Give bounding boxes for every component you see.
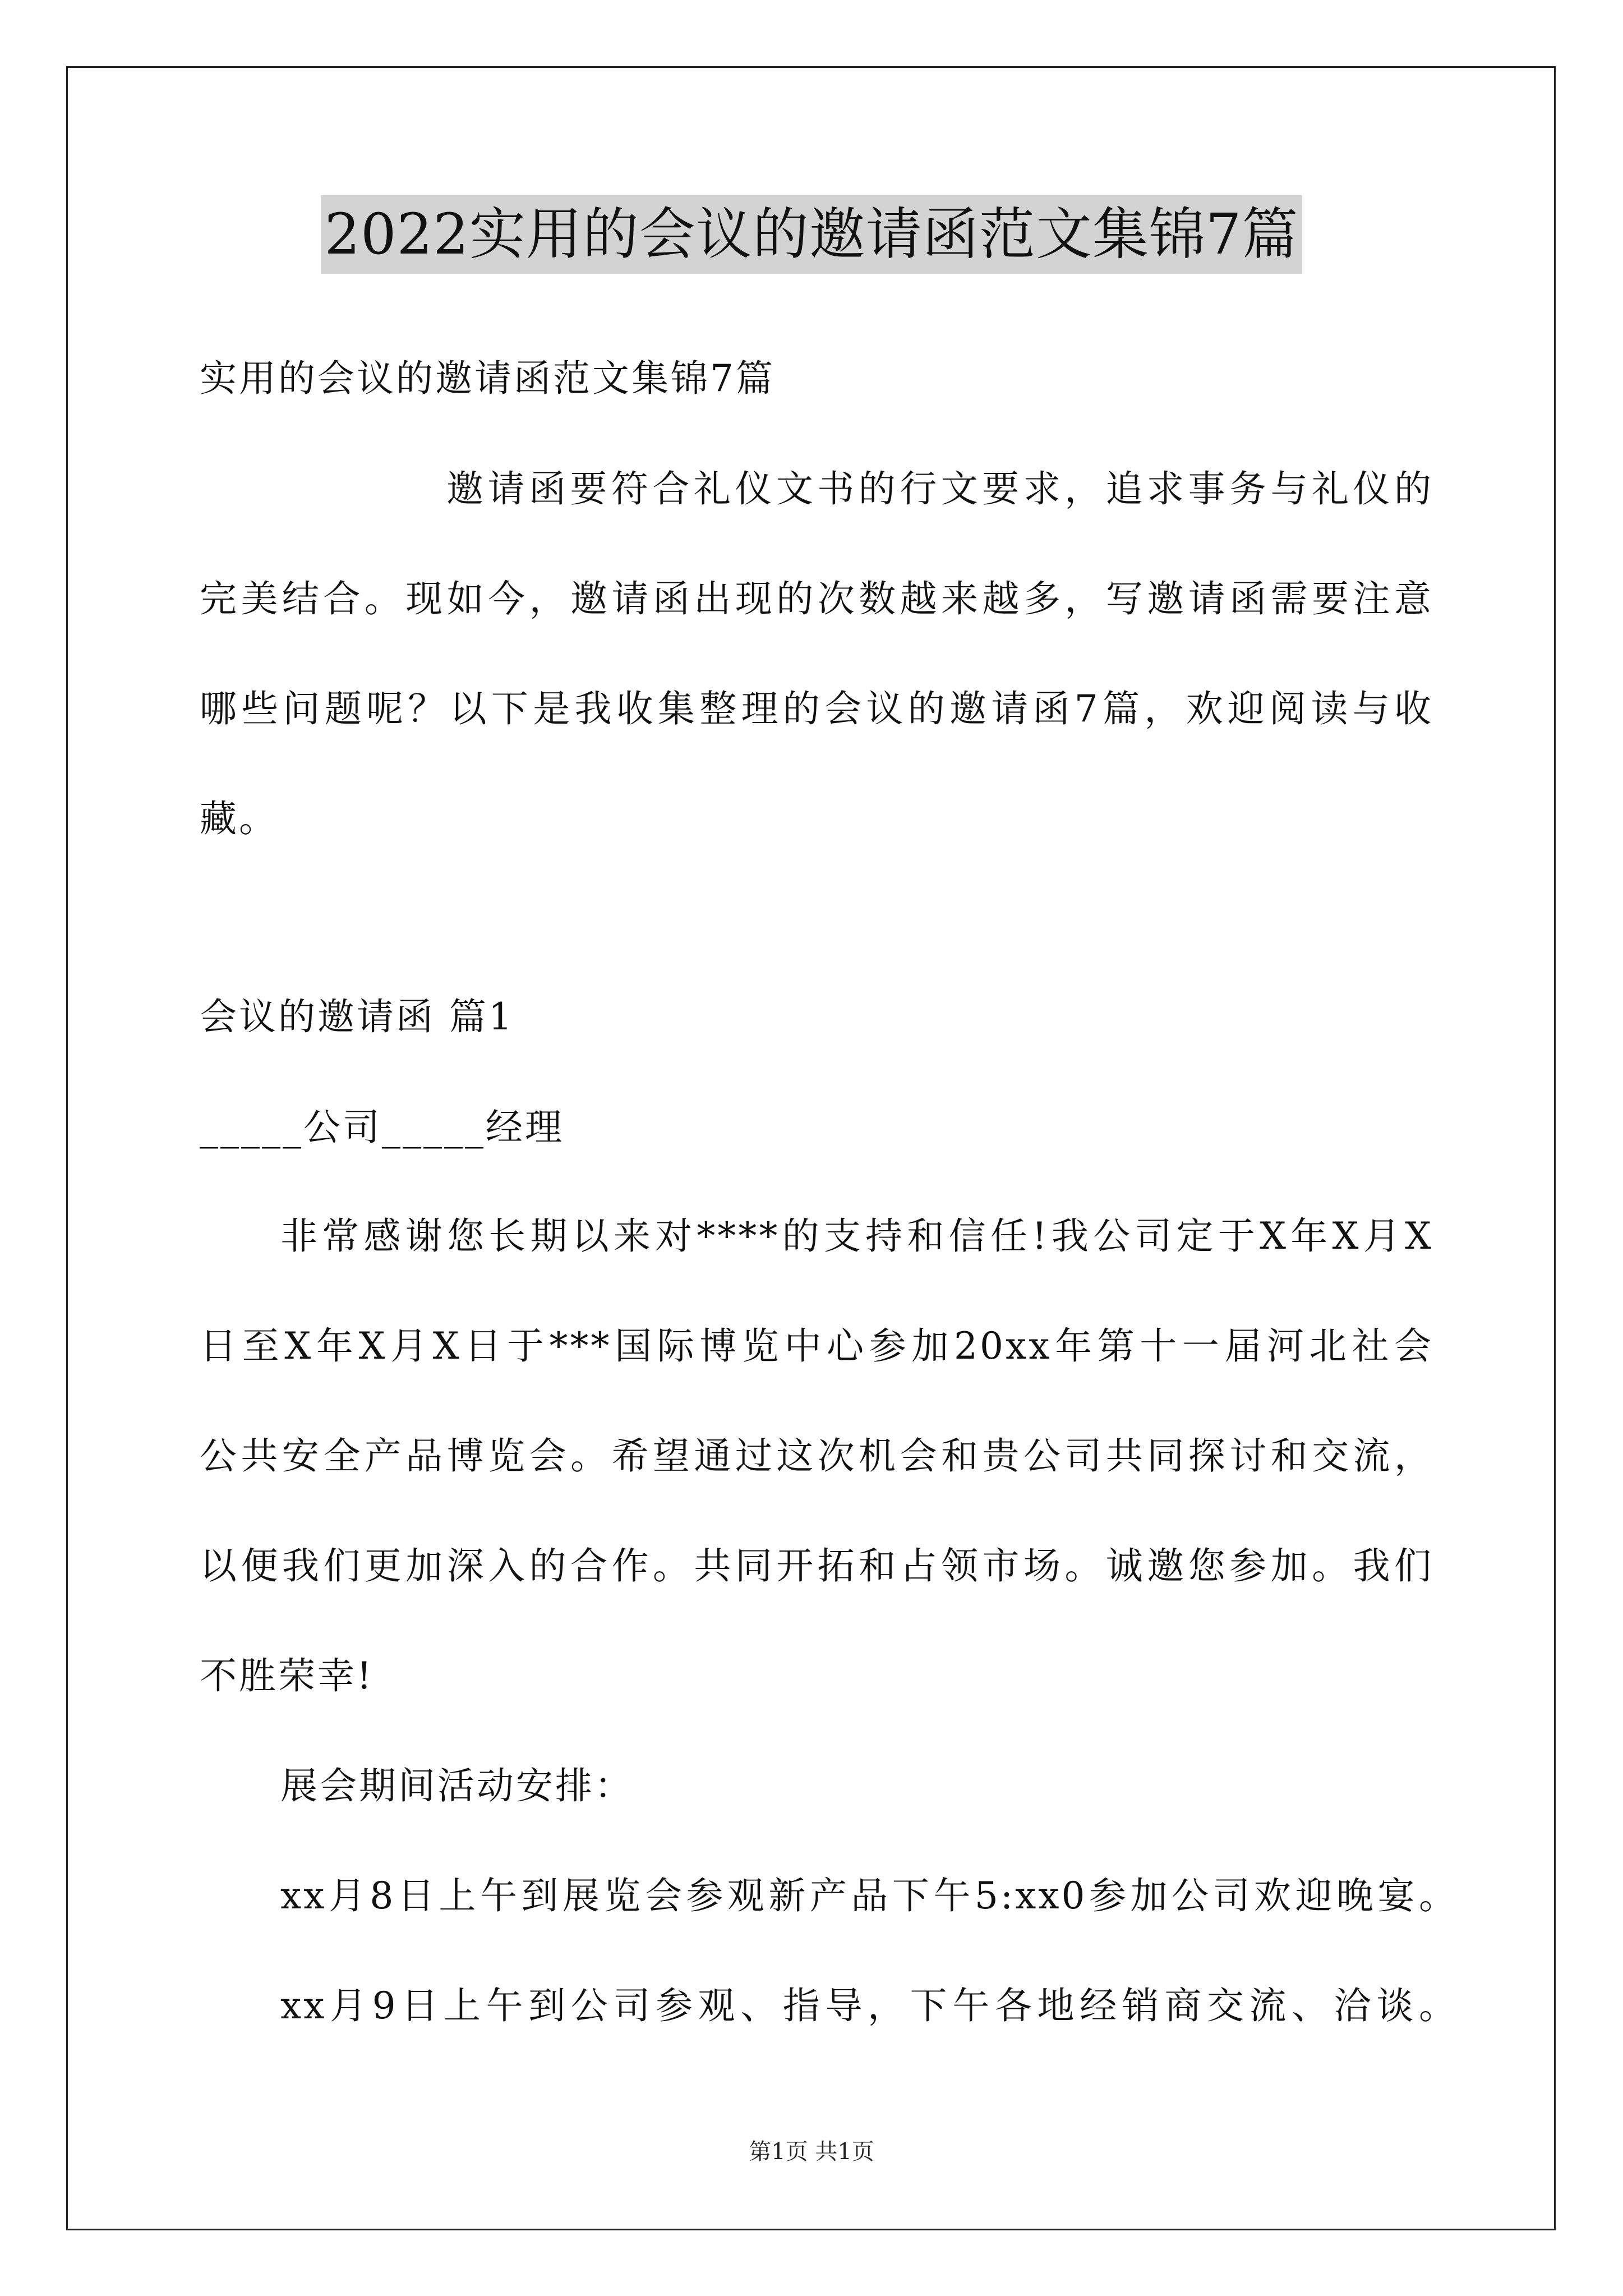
body-line: 非常感谢您长期以来对****的支持和信任!我公司定于X年X月X (280, 1214, 1433, 1258)
section-heading: 会议的邀请函 篇1 (200, 995, 514, 1038)
body-line: 以便我们更加深入的合作。共同开拓和占领市场。诚邀您参加。我们 (200, 1544, 1433, 1588)
title-container (0, 195, 1623, 274)
intro-line: 邀请函要符合礼仪文书的行文要求，追求事务与礼仪的 (446, 467, 1433, 510)
document-subtitle: 实用的会议的邀请函范文集锦7篇 (200, 357, 775, 400)
salutation: _____公司_____经理 (200, 1106, 564, 1149)
intro-line: 哪些问题呢？以下是我收集整理的会议的邀请函7篇，欢迎阅读与收 (200, 687, 1433, 730)
page-footer: 第1页 共1页 (749, 2139, 874, 2165)
body-line: 日至X年X月X日于***国际博览中心参加20xx年第十一届河北社会 (200, 1324, 1433, 1368)
document-title: 2022实用的会议的邀请函范文集锦7篇 (321, 195, 1302, 274)
schedule-heading: 展会期间活动安排： (280, 1764, 634, 1807)
schedule-line: xx月9日上午到公司参观、指导，下午各地经销商交流、洽谈。 (280, 1984, 1458, 2027)
body-line: 不胜荣幸! (200, 1654, 374, 1697)
intro-line: 完美结合。现如今，邀请函出现的次数越来越多，写邀请函需要注意 (200, 577, 1433, 620)
intro-line: 藏。 (200, 797, 278, 840)
body-line: 公共安全产品博览会。希望通过这次机会和贵公司共同探讨和交流， (200, 1434, 1433, 1478)
schedule-line: xx月8日上午到展览会参观新产品下午5:xx0参加公司欢迎晚宴。 (280, 1874, 1458, 1917)
